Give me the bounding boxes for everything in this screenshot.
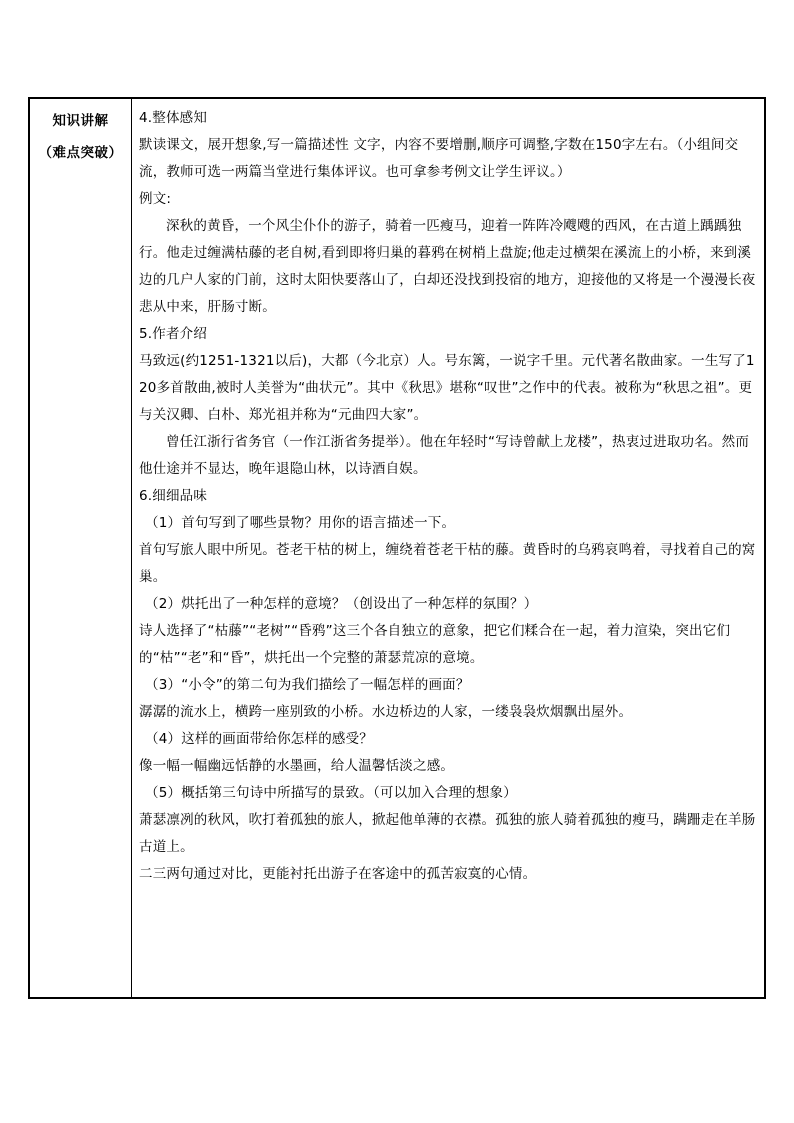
author-career: 曾任江浙行省务官（一作江浙省务提举）。他在年轻时“写诗曾献上龙楼”，热衷过进取功名。然而他仕途并不显达，晚年退隐山林，以诗酒自娱。	[139, 434, 750, 477]
answer-5: 萧瑟凛冽的秋风，吹打着孤独的旅人，掀起他单薄的衣襟。孤独的旅人骑着孤独的瘦马，蹒跚走在羊肠古道上。	[139, 812, 756, 855]
task-instruction: 默读课文，展开想象,写一篇描述性 文字，内容不要增删,顺序可调整,字数在150字左右。（小组间交流，教师可选一两篇当堂进行集体评议。也可拿参考例文让学生评议。）	[139, 137, 739, 180]
answer-3: 潺潺的流水上，横跨一座别致的小桥。水边桥边的人家，一缕袅袅炊烟飘出屋外。	[139, 704, 633, 720]
question-1: （1）首句写到了哪些景物？用你的语言描述一下。	[145, 515, 456, 531]
answer-4: 像一幅一幅幽远恬静的水墨画，给人温馨恬淡之感。	[139, 758, 455, 774]
content-column	[132, 99, 764, 997]
heading-appreciation: 6.细细品味	[139, 488, 208, 504]
question-2: （2）烘托出了一种怎样的意境？（创设出了一种怎样的氛围？）	[145, 596, 538, 612]
section-sublabel: （难点突破）	[38, 145, 123, 161]
summary: 二三两句通过对比，更能衬托出游子在客途中的孤苦寂寞的心情。	[139, 866, 537, 882]
example-label: 例文:	[139, 191, 172, 207]
author-intro: 马致远(约1251-1321以后)，大都（今北京）人。号东篱，一说字千里。元代著名散曲家。一生写了120多首散曲,被时人美誉为“曲状元”。其中《秋思》堪称“叹世”之作中的代表。被称为“秋思之祖”。更与关汉卿、白朴、郑光祖并称为“元曲四大家”。	[139, 353, 755, 423]
answer-1: 首句写旅人眼中所见。苍老干枯的树上，缠绕着苍老干枯的藤。黄昏时的乌鸦哀鸣着，寻找着自己的窝巢。	[139, 542, 756, 585]
section-label: 知识讲解	[52, 113, 109, 129]
lesson-table	[28, 97, 766, 999]
example-text: 深秋的黄昏，一个风尘仆仆的游子，骑着一匹瘦马，迎着一阵阵冷飕飕的西风，在古道上踽踽独行。他走过缠满枯藤的老自树,看到即将归巢的暮鸦在树梢上盘旋;他走过横架在溪流上的小桥，来到溪边的几户人家的门前，这时太阳快要落山了，白却还没找到投宿的地方，迎接他的又将是一个漫漫长夜悲从中来，肝肠寸断。	[139, 218, 756, 315]
question-3: （3）“小令”的第二句为我们描绘了一幅怎样的画面？	[145, 677, 470, 693]
question-5: （5）概括第三句诗中所描写的景致。（可以加入合理的想象）	[145, 785, 517, 801]
heading-author: 5.作者介绍	[139, 326, 208, 342]
answer-2: 诗人选择了“枯藤”“老树”“昏鸦”这三个各自独立的意象，把它们糅合在一起，着力渲染，突出它们的“枯”“老”和“昏”，烘托出一个完整的萧瑟荒凉的意境。	[139, 623, 731, 666]
heading-overall: 4.整体感知	[139, 110, 208, 126]
question-4: （4）这样的画面带给你怎样的感受？	[145, 731, 373, 747]
label-column	[30, 99, 132, 997]
